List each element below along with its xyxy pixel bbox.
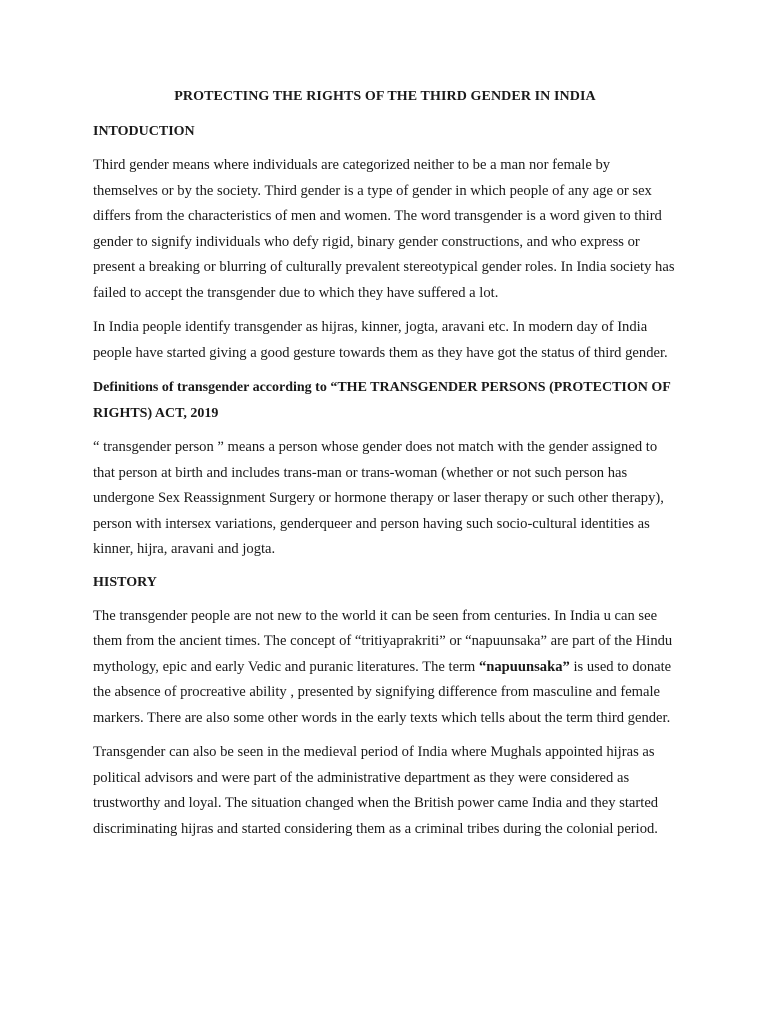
introduction-paragraph-1: Third gender means where individuals are categorized neither to be a man nor female by themselves or by the society. Third gender is a type of gender in which people of any age or sex differs from the characteristics of men and women. The word transgender is a word given to third gender to signify individuals who defy rigid, binary gender constructions, and who express or present a breaking or blurring of culturally prevalent stereotypical gender roles. In India society has failed to accept the transgender due to which they have suffered a lot. (93, 157, 675, 301)
history-paragraph-1 (93, 604, 677, 732)
napuunsaka-term: “napuunsaka” (478, 658, 570, 675)
introduction-heading: INTODUCTION (93, 124, 195, 139)
history-heading: HISTORY (93, 574, 157, 590)
document-body (93, 86, 677, 851)
history-paragraph-2: Transgender can also be seen in the medieval period of India where Mughals appointed hijras as political advisors and were part of the administrative department as they were considered as trustworthy and loyal. The situation changed when the British power came India and they started discriminating hijras and started considering them as a criminal tribes during the colonial period. (93, 744, 659, 837)
history-paragraph-1-text-end: is used to donate the absence of procreative ability , presented by signifying difference from masculine and female markers. There are also some other words in the early texts which tells about the term third gender. (93, 658, 672, 726)
introduction-paragraph-2: In India people identify transgender as hijras, kinner, jogta, aravani etc. In modern day of India people have started giving a good gesture towards them as they have got the status of third gender. (93, 319, 668, 361)
history-paragraph-1-text-start: The transgender people are not new to the world it can be seen from centuries. In India u can see them from the ancient times. The concept of “tritiyaprakriti” or “napuunsaka” are part of the Hindu mythology, epic and early Vedic and puranic literatures. The term (93, 607, 673, 675)
document-title: PROTECTING THE RIGHTS OF THE THIRD GENDER IN INDIA (174, 89, 596, 104)
definitions-paragraph: “ transgender person ” means a person whose gender does not match with the gender assigned to that person at birth and includes trans-man or trans-woman (whether or not such person has undergone Sex Reassignment Surgery or hormone therapy or laser therapy or such other therapy), person with intersex variations, genderqueer and person having such socio-cultural identities as kinner, hijra, aravani and jogta. (93, 439, 664, 557)
definitions-heading: Definitions of transgender according to “THE TRANSGENDER PERSONS (PROTECTION OF RIGHTS) ACT, 2019 (93, 380, 671, 421)
